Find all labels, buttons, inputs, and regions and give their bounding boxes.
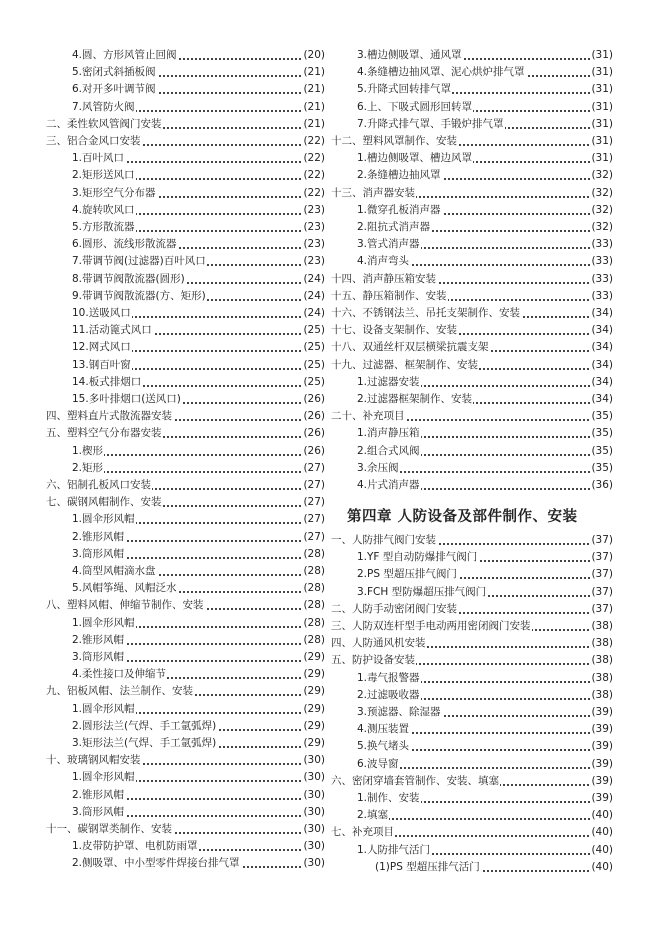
toc-entry-page: (26) — [302, 425, 325, 442]
toc-entry-title: 一、人防排气阀门安装 — [331, 532, 437, 549]
toc-entry-title: 3.FCH 型防爆超压排气阀门 — [357, 584, 487, 601]
toc-entry-title: 1.人防排气活门 — [357, 842, 431, 859]
toc-entry-title: 3.矩形法兰(气焊、手工氩弧焊) — [72, 735, 217, 752]
toc-entry — [46, 408, 325, 425]
toc-entry-page: (38) — [590, 618, 613, 635]
toc-entry-title: 2.圆形法兰(气焊、手工氩弧焊) — [72, 718, 217, 735]
toc-entry-page: (38) — [590, 687, 613, 704]
toc-entry-page: (26) — [302, 443, 325, 460]
toc-entry — [331, 670, 613, 687]
toc-entry-page: (38) — [590, 670, 613, 687]
toc-entry-title: 7.风管防火阀 — [72, 99, 136, 116]
toc-entry-page: (25) — [302, 357, 325, 374]
toc-entry-page: (32) — [590, 219, 613, 236]
toc-entry-page: (37) — [590, 532, 613, 549]
toc-entry — [46, 769, 325, 786]
toc-entry-title: 2.过滤吸收器 — [357, 687, 421, 704]
toc-entry — [46, 339, 325, 356]
toc-entry-page: (38) — [590, 652, 613, 669]
toc-entry — [46, 150, 325, 167]
toc-entry — [46, 133, 325, 150]
toc-entry-page: (40) — [590, 859, 613, 876]
toc-entry-title: 4.圆、方形风管止回阀 — [72, 47, 178, 64]
toc-entry-title: 2.阻抗式消声器 — [357, 219, 431, 236]
chapter-heading: 第四章 人防设备及部件制作、安装 — [347, 509, 578, 525]
toc-entry-title: 十、玻璃钢风帽安装 — [46, 752, 142, 769]
toc-entry — [46, 425, 325, 442]
toc-entry-title: 5.换气堵头 — [357, 738, 410, 755]
toc-entry-title: 15.多叶排烟口(送风口) — [72, 391, 182, 408]
toc-entry-page: (28) — [302, 632, 325, 649]
toc-entry — [331, 322, 613, 339]
toc-entry — [331, 584, 613, 601]
toc-entry-page: (23) — [302, 219, 325, 236]
toc-entry — [46, 305, 325, 322]
toc-entry-title: 1.过滤器安装 — [357, 374, 421, 391]
toc-entry — [46, 253, 325, 270]
toc-entry — [46, 666, 325, 683]
toc-entry-page: (27) — [302, 460, 325, 477]
toc-entry — [331, 47, 613, 64]
toc-entry-title: 2.过滤器框架制作、安装 — [357, 391, 473, 408]
toc-entry — [331, 460, 613, 477]
toc-entry-page: (39) — [590, 738, 613, 755]
toc-entry — [331, 339, 613, 356]
toc-entry-title: 1.圆伞形风帽 — [72, 615, 136, 632]
toc-entry-title: 1.消声静压箱 — [357, 425, 421, 442]
toc-entry-page: (27) — [302, 494, 325, 511]
toc-entry-title: 2.填塞 — [357, 807, 389, 824]
toc-entry-title: 2.锥形风帽 — [72, 787, 125, 804]
toc-entry-page: (26) — [302, 391, 325, 408]
toc-entry-page: (37) — [590, 549, 613, 566]
toc-entry-title: 5.密闭式斜插板阀 — [72, 64, 157, 81]
toc-entry-title: 5.风帽筝绳、风帽泛水 — [72, 580, 178, 597]
toc-entry-page: (26) — [302, 408, 325, 425]
toc-entry — [331, 704, 613, 721]
toc-entry-page: (39) — [590, 773, 613, 790]
toc-entry-title: 四、塑料直片式散流器安装 — [46, 408, 173, 425]
toc-entry-page: (37) — [590, 584, 613, 601]
toc-entry-title: 七、补充项目 — [331, 824, 395, 841]
toc-entry-title: 11.活动篦式风口 — [72, 322, 153, 339]
toc-entry-page: (25) — [302, 374, 325, 391]
toc-entry-page: (39) — [590, 790, 613, 807]
toc-entry — [331, 305, 613, 322]
toc-entry-page: (34) — [590, 305, 613, 322]
toc-entry-title: 10.送吸风口 — [72, 305, 132, 322]
toc-entry-page: (20) — [302, 47, 325, 64]
toc-entry-page: (39) — [590, 721, 613, 738]
toc-entry — [46, 701, 325, 718]
toc-entry — [46, 649, 325, 666]
toc-entry-page: (34) — [590, 322, 613, 339]
toc-entry-page: (21) — [302, 116, 325, 133]
toc-entry — [331, 236, 613, 253]
toc-entry-title: 六、铝制孔板风口安装 — [46, 477, 152, 494]
toc-entry — [331, 288, 613, 305]
toc-entry-title: 十八、双通丝杆双层横梁抗震支架 — [331, 339, 490, 356]
toc-entry-title: 6.上、下吸式圆形回转罩 — [357, 99, 473, 116]
toc-entry-page: (30) — [302, 769, 325, 786]
toc-entry — [46, 374, 325, 391]
toc-entry — [46, 683, 325, 700]
toc-entry-title: 5.方形散流器 — [72, 219, 136, 236]
toc-entry — [331, 133, 613, 150]
toc-entry-page: (35) — [590, 425, 613, 442]
toc-entry-page: (34) — [590, 391, 613, 408]
toc-entry — [46, 632, 325, 649]
toc-entry-title: 十五、静压箱制作、安装 — [331, 288, 448, 305]
toc-entry-page: (23) — [302, 202, 325, 219]
toc-entry — [46, 752, 325, 769]
toc-entry-page: (35) — [590, 443, 613, 460]
toc-entry-title: 十四、消声静压箱安装 — [331, 271, 437, 288]
toc-entry — [331, 859, 613, 876]
toc-entry-title: 九、铝板风帽、法兰制作、安装 — [46, 683, 194, 700]
toc-entry — [46, 477, 325, 494]
toc-entry-page: (34) — [590, 357, 613, 374]
toc-entry — [331, 566, 613, 583]
toc-entry — [331, 253, 613, 270]
toc-entry — [46, 546, 325, 563]
toc-entry — [46, 735, 325, 752]
toc-entry — [331, 635, 613, 652]
toc-entry-title: 二十、补充项目 — [331, 408, 406, 425]
toc-entry — [331, 738, 613, 755]
toc-entry-title: 2.矩形 — [72, 460, 104, 477]
toc-entry — [46, 787, 325, 804]
toc-entry-page: (21) — [302, 99, 325, 116]
toc-entry — [46, 494, 325, 511]
toc-entry — [46, 116, 325, 133]
toc-entry — [46, 202, 325, 219]
toc-entry-title: 3.预滤器、除湿器 — [357, 704, 442, 721]
toc-entry — [331, 756, 613, 773]
toc-entry-title: 2.PS 型超压排气阀门 — [357, 566, 458, 583]
toc-entry-page: (31) — [590, 99, 613, 116]
toc-entry-page: (24) — [302, 271, 325, 288]
toc-entry — [46, 597, 325, 614]
toc-entry — [46, 821, 325, 838]
toc-entry — [331, 601, 613, 618]
toc-entry — [46, 47, 325, 64]
toc-entry — [46, 236, 325, 253]
toc-entry-title: 二、柔性软风管阀门安装 — [46, 116, 163, 133]
toc-entry-page: (35) — [590, 408, 613, 425]
toc-entry-page: (29) — [302, 649, 325, 666]
toc-entry-page: (27) — [302, 511, 325, 528]
toc-entry-title: 6.对开多叶调节阀 — [72, 81, 157, 98]
toc-entry-title: 14.板式排烟口 — [72, 374, 142, 391]
toc-entry-page: (29) — [302, 666, 325, 683]
toc-entry-page: (28) — [302, 546, 325, 563]
toc-entry — [331, 81, 613, 98]
toc-entry — [331, 219, 613, 236]
toc-entry — [331, 116, 613, 133]
toc-entry-page: (28) — [302, 563, 325, 580]
toc-entry — [46, 288, 325, 305]
toc-entry-page: (33) — [590, 288, 613, 305]
toc-entry-title: 1.制作、安装 — [357, 790, 421, 807]
toc-entry-title: 2.矩形送风口 — [72, 167, 136, 184]
toc-entry — [46, 357, 325, 374]
toc-entry-page: (32) — [590, 167, 613, 184]
toc-entry-title: 7.带调节阀(过滤器)百叶风口 — [72, 253, 207, 270]
toc-entry-title: 八、塑料风帽、伸缩节制作、安装 — [46, 597, 205, 614]
toc-entry-title: 五、塑料空气分布器安装 — [46, 425, 163, 442]
toc-entry-title: 3.筒形风帽 — [72, 804, 125, 821]
toc-entry-title: 四、人防通风机安装 — [331, 635, 427, 652]
toc-entry — [46, 443, 325, 460]
toc-entry-page: (33) — [590, 253, 613, 270]
toc-entry-page: (29) — [302, 683, 325, 700]
toc-entry-title: 9.带调节阀散流器(方、矩形) — [72, 288, 207, 305]
toc-entry — [331, 477, 613, 494]
toc-entry-page: (30) — [302, 752, 325, 769]
toc-entry — [46, 322, 325, 339]
toc-entry-page: (33) — [590, 236, 613, 253]
toc-entry-title: 7.升降式排气罩、手锻炉排气罩 — [357, 116, 505, 133]
toc-entry-page: (30) — [302, 838, 325, 855]
toc-entry-page: (37) — [590, 566, 613, 583]
toc-entry-title: 3.槽边侧吸罩、通风罩 — [357, 47, 463, 64]
toc-entry-page: (21) — [302, 64, 325, 81]
toc-entry — [331, 807, 613, 824]
toc-entry-title: 5.升降式回转排气罩 — [357, 81, 452, 98]
toc-entry — [46, 580, 325, 597]
toc-entry — [331, 357, 613, 374]
toc-entry-title: 1.毒气报警器 — [357, 670, 421, 687]
toc-entry — [46, 81, 325, 98]
toc-entry-title: 4.筒型风帽滴水盘 — [72, 563, 157, 580]
toc-entry — [331, 391, 613, 408]
toc-entry-title: 4.消声弯头 — [357, 253, 410, 270]
toc-entry — [331, 842, 613, 859]
toc-entry-page: (36) — [590, 477, 613, 494]
toc-entry-title: 1.槽边侧吸罩、槽边风罩 — [357, 150, 473, 167]
toc-entry-page: (28) — [302, 615, 325, 632]
toc-entry — [331, 549, 613, 566]
toc-entry — [46, 838, 325, 855]
toc-entry-page: (31) — [590, 133, 613, 150]
toc-entry — [331, 652, 613, 669]
toc-entry-title: 6.波导窗 — [357, 756, 400, 773]
toc-entry-page: (30) — [302, 821, 325, 838]
toc-entry — [46, 219, 325, 236]
toc-entry — [331, 150, 613, 167]
toc-entry-title: 七、碳钢风帽制作、安装 — [46, 494, 163, 511]
toc-entry-page: (35) — [590, 460, 613, 477]
toc-entry — [46, 529, 325, 546]
toc-entry — [46, 167, 325, 184]
toc-entry-title: 2.锥形风帽 — [72, 632, 125, 649]
toc-entry — [46, 391, 325, 408]
toc-entry — [46, 64, 325, 81]
toc-entry-title: 13.钢百叶窗 — [72, 357, 132, 374]
toc-entry — [46, 855, 325, 872]
toc-entry-title: 4.片式消声器 — [357, 477, 421, 494]
toc-entry-title: (1)PS 型超压排气活门 — [375, 859, 481, 876]
toc-entry-page: (25) — [302, 322, 325, 339]
toc-entry-page: (22) — [302, 150, 325, 167]
toc-entry — [46, 563, 325, 580]
toc-entry-page: (31) — [590, 64, 613, 81]
toc-entry-page: (24) — [302, 288, 325, 305]
toc-entry — [46, 718, 325, 735]
toc-entry-page: (25) — [302, 339, 325, 356]
toc-entry-title: 6.圆形、流线形散流器 — [72, 236, 178, 253]
toc-entry — [331, 99, 613, 116]
toc-entry-title: 2.条缝槽边抽风罩 — [357, 167, 442, 184]
toc-entry-title: 五、防护设备安装 — [331, 652, 416, 669]
toc-entry — [46, 271, 325, 288]
toc-entry-title: 2.锥形风帽 — [72, 529, 125, 546]
toc-entry-title: 12.网式风口 — [72, 339, 132, 356]
toc-entry-page: (39) — [590, 756, 613, 773]
toc-entry-title: 4.旋转吹风口 — [72, 202, 136, 219]
toc-entry-page: (31) — [590, 81, 613, 98]
toc-entry-page: (34) — [590, 339, 613, 356]
toc-entry-title: 二、人防手动密闭阀门安装 — [331, 601, 458, 618]
toc-entry-title: 1.楔形 — [72, 443, 104, 460]
toc-entry-page: (32) — [590, 185, 613, 202]
toc-entry — [331, 425, 613, 442]
toc-entry-page: (31) — [590, 47, 613, 64]
toc-entry — [331, 443, 613, 460]
toc-entry-page: (40) — [590, 842, 613, 859]
toc-entry-title: 1.圆伞形风帽 — [72, 701, 136, 718]
toc-entry-page: (31) — [590, 116, 613, 133]
toc-entry — [331, 374, 613, 391]
toc-entry-page: (27) — [302, 529, 325, 546]
toc-entry-page: (27) — [302, 477, 325, 494]
toc-entry-page: (23) — [302, 236, 325, 253]
toc-entry-page: (29) — [302, 718, 325, 735]
toc-entry — [46, 185, 325, 202]
toc-entry-title: 2.组合式风阀 — [357, 443, 421, 460]
toc-entry — [331, 790, 613, 807]
toc-entry-page: (21) — [302, 81, 325, 98]
toc-entry — [331, 202, 613, 219]
toc-entry-title: 十三、消声器安装 — [331, 185, 416, 202]
toc-entry — [331, 773, 613, 790]
toc-entry-title: 十二、塑料风罩制作、安装 — [331, 133, 458, 150]
toc-entry-page: (22) — [302, 167, 325, 184]
toc-entry-title: 1.YF 型自动防爆排气阀门 — [357, 549, 478, 566]
toc-entry-title: 六、密闭穿墙套管制作、安装、填塞 — [331, 773, 500, 790]
toc-entry — [331, 618, 613, 635]
toc-entry-page: (24) — [302, 305, 325, 322]
toc-entry — [331, 687, 613, 704]
toc-entry-page: (34) — [590, 374, 613, 391]
toc-entry — [331, 271, 613, 288]
toc-entry — [46, 99, 325, 116]
toc-entry — [46, 460, 325, 477]
toc-entry-page: (29) — [302, 735, 325, 752]
toc-entry-page: (37) — [590, 601, 613, 618]
toc-entry — [331, 167, 613, 184]
toc-entry-page: (31) — [590, 150, 613, 167]
toc-entry-title: 十一、碳钢罩类制作、安装 — [46, 821, 173, 838]
toc-entry-title: 1.圆伞形风帽 — [72, 769, 136, 786]
toc-entry-page: (22) — [302, 185, 325, 202]
toc-entry-page: (28) — [302, 597, 325, 614]
toc-entry-page: (28) — [302, 580, 325, 597]
toc-entry-title: 8.带调节阀散流器(圆形) — [72, 271, 186, 288]
toc-entry-page: (30) — [302, 787, 325, 804]
toc-entry — [46, 804, 325, 821]
toc-entry-title: 三、人防双连杆型手电动两用密闭阀门安装 — [331, 618, 532, 635]
toc-entry — [46, 511, 325, 528]
toc-entry-title: 1.圆伞形风帽 — [72, 511, 136, 528]
toc-entry-title: 三、铝合金风口安装 — [46, 133, 142, 150]
toc-entry-page: (39) — [590, 704, 613, 721]
toc-entry-page: (29) — [302, 701, 325, 718]
toc-entry-page: (38) — [590, 635, 613, 652]
toc-entry-page: (30) — [302, 855, 325, 872]
toc-entry-title: 1.百叶风口 — [72, 150, 125, 167]
toc-entry — [331, 185, 613, 202]
toc-entry-title: 十七、设备支架制作、安装 — [331, 322, 458, 339]
toc-entry-title: 4.测压装置 — [357, 721, 410, 738]
toc-entry-page: (40) — [590, 807, 613, 824]
toc-entry-title: 1.皮带防护罩、电机防雨罩 — [72, 838, 199, 855]
toc-entry — [331, 408, 613, 425]
toc-entry — [331, 64, 613, 81]
toc-entry-title: 1.微穿孔板消声器 — [357, 202, 442, 219]
toc-entry-title: 3.余压阀 — [357, 460, 400, 477]
toc-entry-page: (22) — [302, 133, 325, 150]
toc-entry-title: 2.侧吸罩、中小型零件焊接台排气罩 — [72, 855, 241, 872]
toc-entry — [331, 721, 613, 738]
toc-entry-title: 3.筒形风帽 — [72, 546, 125, 563]
toc-entry — [331, 824, 613, 841]
toc-entry-title: 3.矩形空气分布器 — [72, 185, 157, 202]
toc-entry — [46, 615, 325, 632]
toc-entry-title: 十九、过滤器、框架制作、安装 — [331, 357, 479, 374]
toc-entry-page: (23) — [302, 253, 325, 270]
toc-entry-page: (32) — [590, 202, 613, 219]
toc-entry — [331, 532, 613, 549]
toc-entry-title: 3.管式消声器 — [357, 236, 421, 253]
toc-entry-title: 十六、不锈钢法兰、吊托支架制作、安装 — [331, 305, 521, 322]
toc-entry-page: (30) — [302, 804, 325, 821]
toc-entry-title: 4.柔性接口及伸缩节 — [72, 666, 167, 683]
toc-entry-page: (40) — [590, 824, 613, 841]
toc-entry-title: 4.条缝槽边抽风罩、泥心烘炉排气罩 — [357, 64, 526, 81]
toc-entry-page: (33) — [590, 271, 613, 288]
toc-entry-title: 3.筒形风帽 — [72, 649, 125, 666]
